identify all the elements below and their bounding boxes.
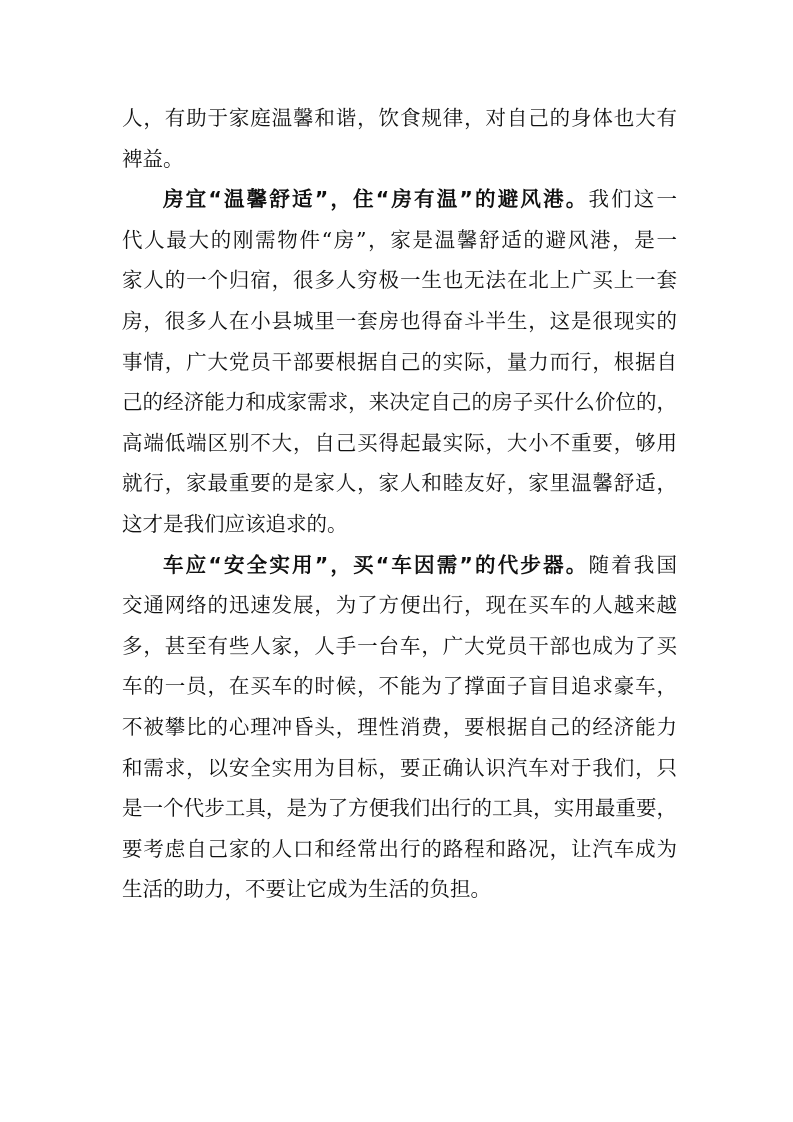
text-line: 要考虑自己家的人口和经常出行的路程和路况，让汽车成为: [122, 836, 677, 861]
text-line: 己的经济能力和成家需求，来决定自己的房子买什么价位的，: [122, 390, 677, 415]
paragraph-cars: [122, 545, 677, 910]
text-line: 多，甚至有些人家，人手一台车，广大党员干部也成为了买: [122, 633, 677, 658]
text-line: 高端低端区别不大，自己买得起最实际，大小不重要，够用: [122, 430, 677, 455]
text-line: 家人的一个归宿，很多人穷极一生也无法在北上广买上一套: [122, 268, 677, 293]
text-line: 裨益。: [122, 146, 184, 171]
text-line: 房，很多人在小县城里一套房也得奋斗半生，这是很现实的: [122, 308, 677, 333]
paragraph-family-dining: [122, 98, 677, 179]
text-line: 车的一员，在买车的时候，不能为了撑面子盲目追求豪车，: [122, 674, 677, 699]
text-line: 就行，家最重要的是家人，家人和睦友好，家里温馨舒适，: [122, 471, 677, 496]
text-line: [122, 179, 677, 220]
text-line: 生活的助力，不要让它成为生活的负担。: [122, 877, 491, 902]
text-line: 这才是我们应该追求的。: [122, 511, 348, 536]
text-run: 随着我国: [588, 552, 677, 577]
paragraph-housing: [122, 179, 677, 544]
text-line: 事情，广大党员干部要根据自己的实际，量力而行，根据自: [122, 349, 677, 374]
text-run: 我们这一: [588, 187, 677, 212]
text-line: 交通网络的迅速发展，为了方便出行，现在买车的人越来越: [122, 593, 677, 618]
text-line: 人，有助于家庭温馨和谐，饮食规律，对自己的身体也大有: [122, 106, 677, 130]
text-line: 不被攀比的心理冲昏头，理性消费，要根据自己的经济能力: [122, 714, 677, 739]
paragraph-heading-cars: 车应“安全实用”，买“车因需”的代步器。: [163, 552, 589, 577]
text-line: [122, 545, 677, 586]
text-line: 是一个代步工具，是为了方便我们出行的工具，实用最重要，: [122, 796, 677, 821]
text-line: 和需求，以安全实用为目标，要正确认识汽车对于我们，只: [122, 755, 677, 780]
document-page: [122, 98, 677, 910]
paragraph-heading-housing: 房宜“温馨舒适”，住“房有温”的避风港。: [163, 187, 589, 212]
text-line: 代人最大的刚需物件“房”，家是温馨舒适的避风港，是一: [122, 227, 677, 252]
